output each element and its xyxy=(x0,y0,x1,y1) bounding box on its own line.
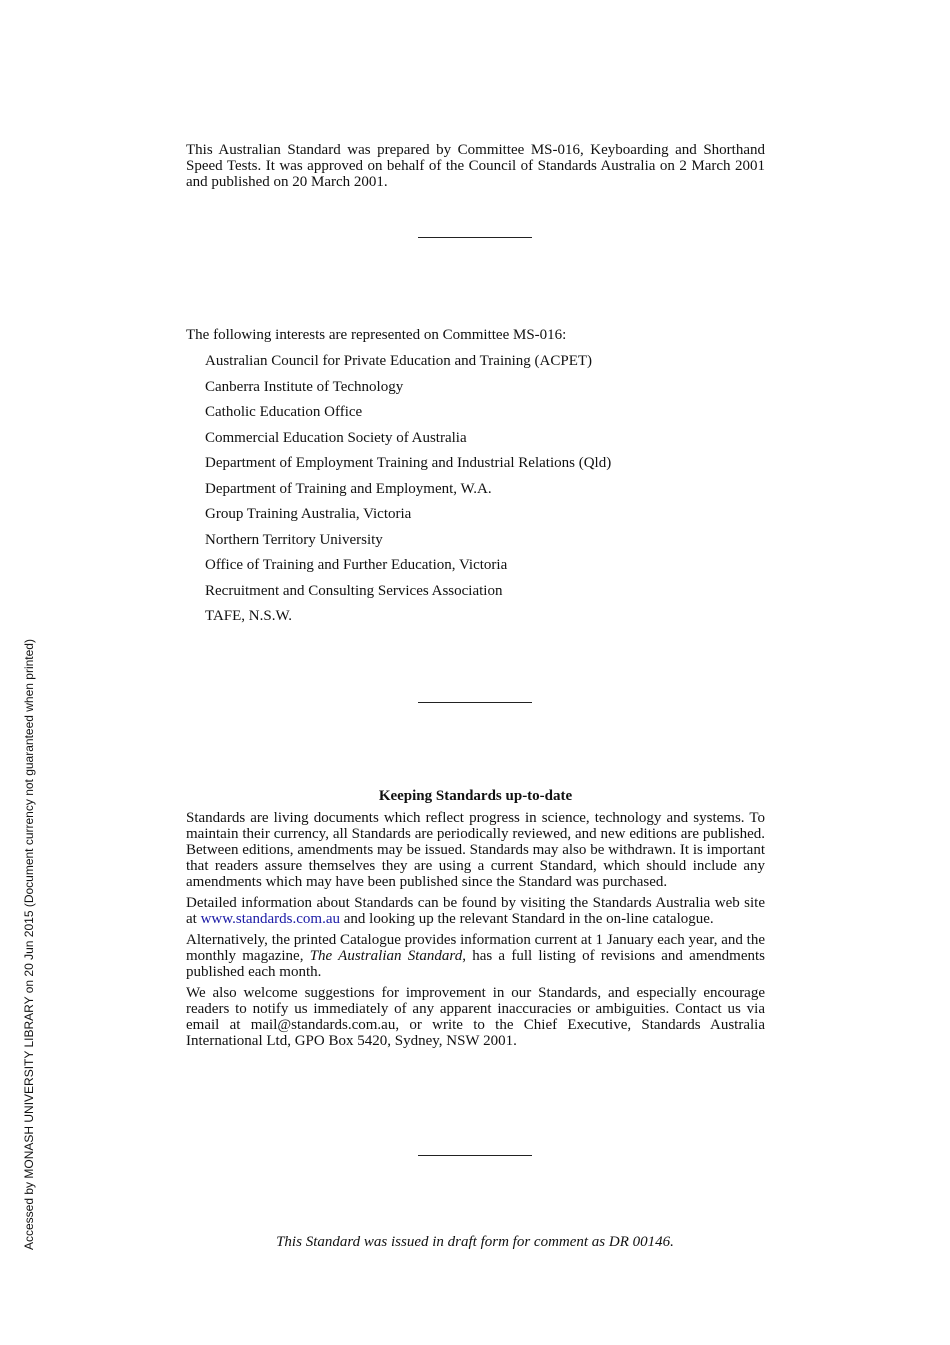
paragraph: Standards are living documents which reflect progress in science, technology and systems. To maintain their currency, all Standards are periodically reviewed, and new editions are published. Between editions, amendments may be issued. Standards may also be withdrawn. It is important that readers assure themselves they are using a current Standard, which should include any amendments which may have been published since the Standard was purchased. xyxy=(186,810,765,890)
preparation-note: This Australian Standard was prepared by Committee MS-016, Keyboarding and Shorthand Speed Tests. It was approved on behalf of the Council of Standards Australia on 2 March 2001 and published on 20 March 2001. xyxy=(186,142,765,190)
list-item: Commercial Education Society of Australia xyxy=(205,429,467,446)
list-item: TAFE, N.S.W. xyxy=(205,608,293,624)
section-divider xyxy=(418,702,532,703)
draft-note: This Standard was issued in draft form for comment as DR 00146. xyxy=(276,1234,674,1250)
list-item: Office of Training and Further Education, Victoria xyxy=(205,557,508,573)
paragraph xyxy=(186,932,765,980)
keeping-up-to-date-body xyxy=(186,810,765,1054)
paragraph-text: , has a full listing of revisions and amendments published each month. xyxy=(186,948,765,980)
list-item: Group Training Australia, Victoria xyxy=(205,506,412,522)
section-heading: Keeping Standards up-to-date xyxy=(378,788,573,804)
interests-intro: The following interests are represented on Committee MS-016: xyxy=(186,327,567,343)
list-item: Department of Training and Employment, W.A. xyxy=(205,480,492,497)
list-item: Recruitment and Consulting Services Association xyxy=(205,582,503,599)
interests-list xyxy=(205,353,611,634)
list-item: Catholic Education Office xyxy=(205,404,363,420)
section-divider xyxy=(418,1155,532,1156)
list-item: Australian Council for Private Education and Training (ACPET) xyxy=(205,353,593,369)
list-item: Department of Employment Training and Industrial Relations (Qld) xyxy=(205,455,612,471)
paragraph-text: Detailed information about Standards can be found by visiting the Standards Australia web site at xyxy=(186,895,765,927)
paragraph: We also welcome suggestions for improvement in our Standards, and especially encourage readers to notify us immediately of any apparent inaccuracies or ambiguities. Contact us via email at mail@standards.com.au, or write to the Chief Executive, Standards Australia International Ltd, GPO Box 5420, Sydney, NSW 2001. xyxy=(186,985,765,1049)
website-link[interactable]: www.standards.com.au xyxy=(200,911,340,927)
magazine-title: The Australian Standard xyxy=(309,948,463,964)
paragraph xyxy=(186,895,765,927)
access-watermark: Accessed by MONASH UNIVERSITY LIBRARY on 20 Jun 2015 (Document currency not guaranteed when printed) xyxy=(22,639,36,1250)
list-item: Northern Territory University xyxy=(205,531,383,548)
paragraph-text: and looking up the relevant Standard in the on-line catalogue. xyxy=(340,911,714,927)
section-divider xyxy=(418,237,532,238)
paragraph-text: Alternatively, the printed Catalogue provides information current at 1 January each year, and the monthly magazine, xyxy=(186,932,765,964)
list-item: Canberra Institute of Technology xyxy=(205,378,404,395)
